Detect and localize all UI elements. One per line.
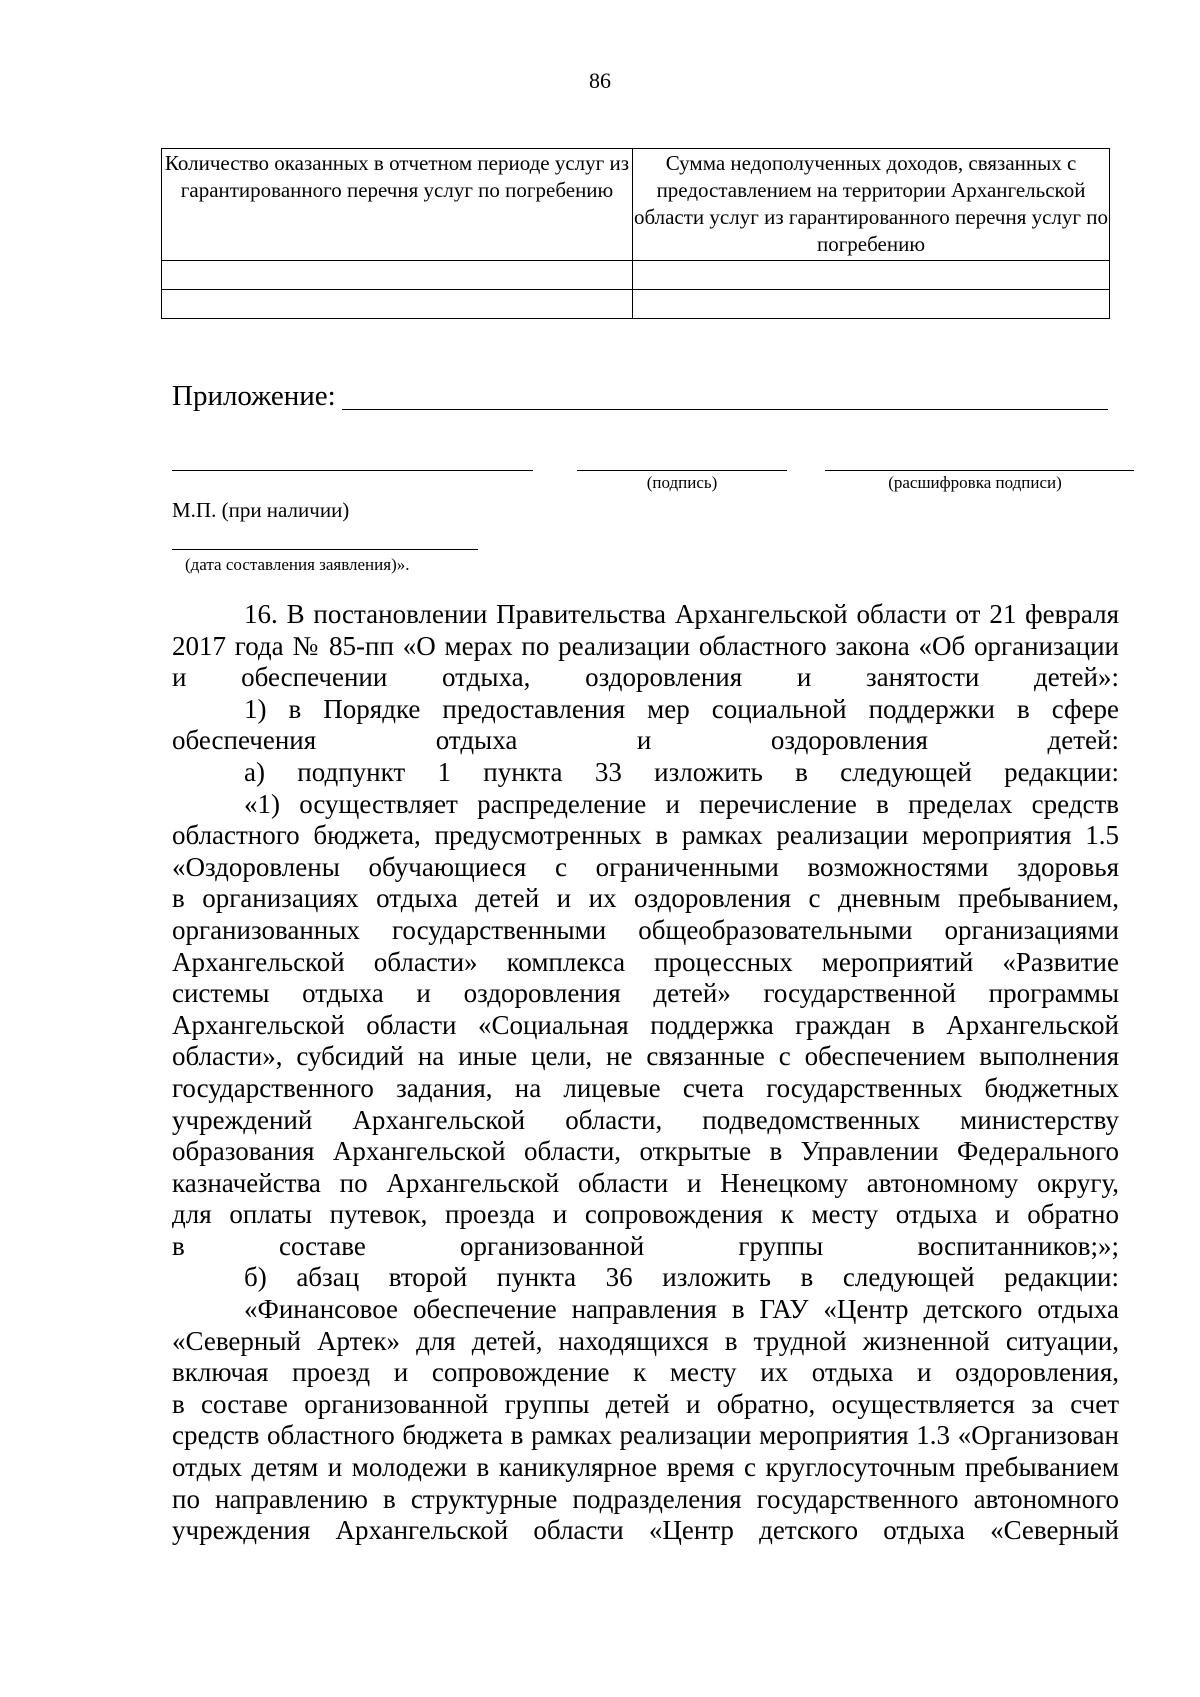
body-line: 2017 года № 85-пп «О мерах по реализации областного закона «Об организации <box>172 630 1119 661</box>
body-line: областного бюджета, предусмотренных в рамках реализации мероприятия 1.5 <box>172 820 1119 851</box>
body-line: средств областного бюджета в рамках реализации мероприятия 1.3 «Организован <box>172 1420 1119 1451</box>
name-blank-line <box>825 470 1134 471</box>
body-line: 16. В постановлении Правительства Архангельской области от 21 февраля <box>244 599 1119 629</box>
date-blank-line <box>172 549 478 550</box>
table-cell <box>162 261 633 290</box>
body-line: для оплаты путевок, проезда и сопровождения к месту отдыха и обратно <box>172 1199 1119 1230</box>
body-line: и обеспечении отдыха, оздоровления и занятости детей»: <box>172 662 1119 693</box>
attachment-blank-line <box>342 409 1108 410</box>
table-row <box>162 290 1110 319</box>
signature-blank-line <box>577 470 787 471</box>
body-line: системы отдыха и оздоровления детей» государственной программы <box>172 978 1119 1009</box>
date-caption: (дата составления заявления)». <box>185 555 410 574</box>
table-cell <box>633 290 1110 319</box>
services-table <box>161 148 1110 319</box>
table-header-row <box>162 149 1110 261</box>
attachment-label: Приложение: <box>172 380 336 412</box>
seal-label: М.П. (при наличии) <box>172 498 350 522</box>
body-line: в организациях отдыха детей и их оздоровления с дневным пребыванием, <box>172 883 1119 914</box>
body-line: казначейства по Архангельской области и Ненецкому автономному округу, <box>172 1167 1119 1198</box>
body-line: организованных государственными общеобразовательными организациями <box>172 914 1119 945</box>
table-header-lost-income: Сумма недополученных доходов, связанных с предоставлением на территории Архангельской области услуг из гарантированного перечня услуг по погребению <box>633 149 1110 261</box>
body-line: обеспечения отдыха и оздоровления детей: <box>172 725 1119 756</box>
body-line: а) подпункт 1 пункта 33 изложить в следующей редакции: <box>244 756 1119 787</box>
body-line: области», субсидий на иные цели, не связанные с обеспечением выполнения <box>172 1041 1119 1072</box>
body-line: «1) осуществляет распределение и перечисление в пределах средств <box>244 788 1119 819</box>
body-line: 1) в Порядке предоставления мер социальной поддержки в сфере <box>244 693 1119 724</box>
position-blank-line <box>172 470 533 471</box>
signature-caption: (подпись) <box>646 473 718 492</box>
body-line: включая проезд и сопровождение к месту их отдыха и оздоровления, <box>172 1357 1119 1388</box>
body-line: «Северный Артек» для детей, находящихся в трудной жизненной ситуации, <box>172 1325 1119 1356</box>
body-line: б) абзац второй пункта 36 изложить в следующей редакции: <box>244 1262 1119 1293</box>
body-line: «Оздоровлены обучающиеся с ограниченными возможностями здоровья <box>172 851 1119 882</box>
table-row <box>162 261 1110 290</box>
body-line: в составе организованной группы детей и обратно, осуществляется за счет <box>172 1388 1119 1419</box>
table-cell <box>162 290 633 319</box>
body-line: отдых детям и молодежи в каникулярное время с круглосуточным пребыванием <box>172 1452 1119 1483</box>
name-caption: (расшифровка подписи) <box>888 473 1062 492</box>
table-header-services-count: Количество оказанных в отчетном периоде услуг из гарантированного перечня услуг по погребению <box>162 149 633 261</box>
body-line: учреждений Архангельской области, подведомственных министерству <box>172 1104 1119 1135</box>
table-cell <box>633 261 1110 290</box>
body-line: образования Архангельской области, открытые в Управлении Федерального <box>172 1136 1119 1167</box>
body-line: по направлению в структурные подразделения государственного автономного <box>172 1483 1119 1514</box>
body-line: государственного задания, на лицевые счета государственных бюджетных <box>172 1072 1119 1103</box>
body-line: Архангельской области» комплекса процессных мероприятий «Развитие <box>172 946 1119 977</box>
document-body <box>172 599 1119 1547</box>
body-line: Архангельской области «Социальная поддержка граждан в Архангельской <box>172 1009 1119 1040</box>
body-line: в составе организованной группы воспитанников;»; <box>172 1230 1119 1261</box>
page-number: 86 <box>589 68 611 93</box>
body-line: «Финансовое обеспечение направления в ГАУ «Центр детского отдыха <box>244 1294 1119 1325</box>
body-line: учреждения Архангельской области «Центр детского отдыха «Северный <box>172 1515 1119 1546</box>
